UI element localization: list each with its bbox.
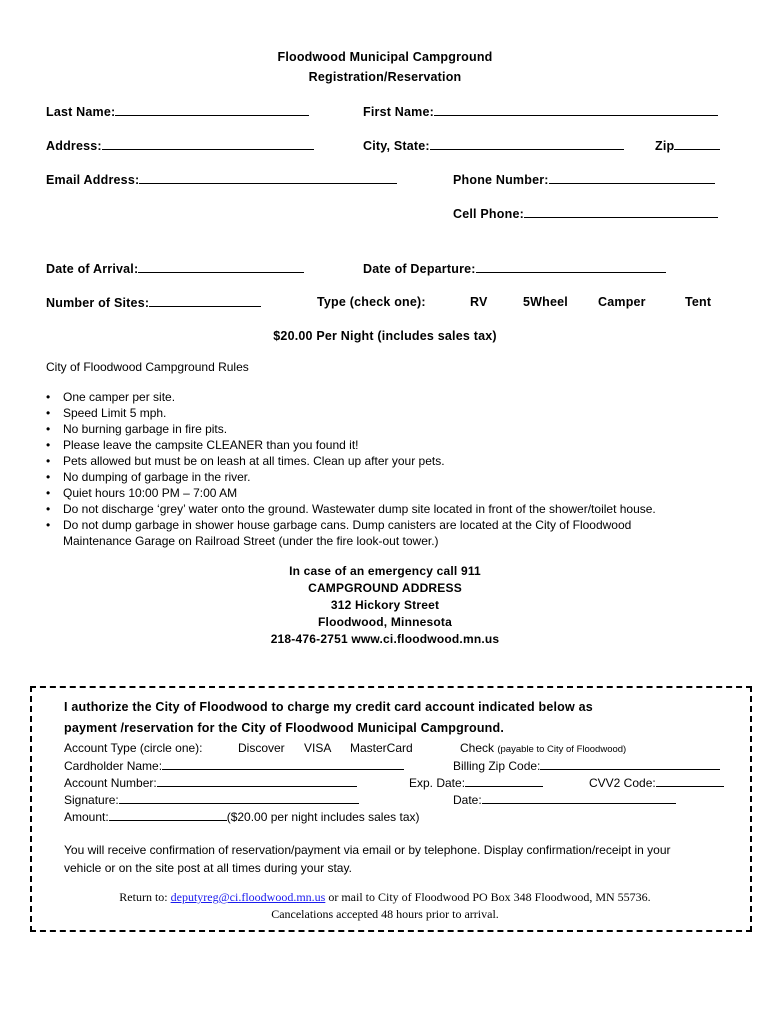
rule-item: • Do not discharge ‘grey’ water onto the ground. Wastewater dump site located in front of the shower/toilet house. [46,501,726,517]
cell-phone-field[interactable] [453,206,718,221]
confirmation-text-1: You will receive confirmation of reservation/payment via email or by telephone. Display confirmation/receipt in your [64,843,671,857]
check-option[interactable] [460,741,626,755]
number-of-sites-field[interactable] [46,295,261,310]
city-state-address: Floodwood, Minnesota [318,615,452,629]
cardholder-label: Cardholder Name: [64,759,163,773]
email-label: Email Address: [46,173,140,187]
cell-phone-label: Cell Phone: [453,207,524,221]
campground-address-heading: CAMPGROUND ADDRESS [308,581,462,595]
first-name-label: First Name: [363,105,434,119]
type-option-5wheel[interactable]: 5Wheel [523,295,568,309]
rules-list [46,389,726,549]
page-subtitle: Registration/Reservation [308,70,462,84]
billing-zip-field[interactable] [453,758,720,773]
departure-date-label: Date of Departure: [363,262,476,276]
card-option-discover[interactable]: Discover [238,741,285,755]
rules-heading: City of Floodwood Campground Rules [46,360,249,374]
last-name-label: Last Name: [46,105,116,119]
rule-item: • Please leave the campsite CLEANER than you found it! [46,437,726,453]
type-option-camper[interactable]: Camper [598,295,646,309]
departure-date-field[interactable] [363,261,666,276]
rule-item: • Speed Limit 5 mph. [46,405,726,421]
rule-item: • No burning garbage in fire pits. [46,421,726,437]
card-option-mastercard[interactable]: MasterCard [350,741,413,755]
rule-item: • No dumping of garbage in the river. [46,469,726,485]
emergency-line: In case of an emergency call 911 [289,564,481,578]
contact-phone-website: 218-476-2751 www.ci.floodwood.mn.us [270,632,500,646]
card-option-visa[interactable]: VISA [304,741,332,755]
city-state-label: City, State: [363,139,430,153]
amount-field[interactable] [64,809,419,824]
cvv-field[interactable] [589,775,724,790]
exp-date-label: Exp. Date: [409,776,466,790]
zip-label: Zip [655,139,675,153]
return-instructions [0,890,770,905]
date-field[interactable] [453,792,676,807]
number-of-sites-label: Number of Sites: [46,296,150,310]
rule-item: • Pets allowed but must be on leash at all times. Clean up after your pets. [46,453,726,469]
phone-field[interactable] [453,172,715,187]
address-label: Address: [46,139,102,153]
arrival-date-field[interactable] [46,261,304,276]
authorization-text-1: I authorize the City of Floodwood to charge my credit card account indicated below as [64,700,593,714]
email-field[interactable] [46,172,397,187]
billing-zip-label: Billing Zip Code: [453,759,541,773]
amount-label: Amount: [64,810,109,824]
first-name-field[interactable] [363,104,718,119]
exp-date-field[interactable] [409,775,543,790]
cardholder-field[interactable] [64,758,404,773]
amount-note: ($20.00 per night includes sales tax) [226,810,420,824]
return-suffix: or mail to City of Floodwood PO Box 348 Floodwood, MN 55736. [328,890,651,904]
rule-item: • Quiet hours 10:00 PM – 7:00 AM [46,485,726,501]
rule-item: • Do not dump garbage in shower house garbage cans. Dump canisters are located at the City of Floodwood Maintenance Garage on Railroad Street (under the fire look-out tower.) [46,517,703,549]
confirmation-text-2: vehicle or on the site post at all times during your stay. [64,861,352,875]
account-number-label: Account Number: [64,776,157,790]
page-title: Floodwood Municipal Campground [277,50,493,64]
cancellation-policy: Cancelations accepted 48 hours prior to arrival. [271,907,499,921]
check-label: Check [460,741,495,755]
address-field[interactable] [46,138,314,153]
date-label: Date: [453,793,482,807]
signature-label: Signature: [64,793,119,807]
return-email-link[interactable]: deputyreg@ci.floodwood.mn.us [170,890,326,904]
zip-field[interactable] [655,138,720,153]
type-label: Type (check one): [317,295,426,309]
price-note: $20.00 Per Night (includes sales tax) [273,329,497,343]
phone-label: Phone Number: [453,173,549,187]
return-prefix: Return to: [119,890,168,904]
arrival-date-label: Date of Arrival: [46,262,139,276]
type-option-tent[interactable]: Tent [685,295,712,309]
type-option-rv[interactable]: RV [470,295,488,309]
signature-field[interactable] [64,792,359,807]
account-number-field[interactable] [64,775,357,790]
cvv-label: CVV2 Code: [589,776,656,790]
authorization-text-2: payment /reservation for the City of Floodwood Municipal Campground. [64,721,505,735]
account-type-label: Account Type (circle one): [64,741,203,755]
city-state-field[interactable] [363,138,624,153]
street-address: 312 Hickory Street [330,598,440,612]
rule-item: • One camper per site. [46,389,726,405]
last-name-field[interactable] [46,104,309,119]
check-note: (payable to City of Floodwood) [497,744,627,755]
